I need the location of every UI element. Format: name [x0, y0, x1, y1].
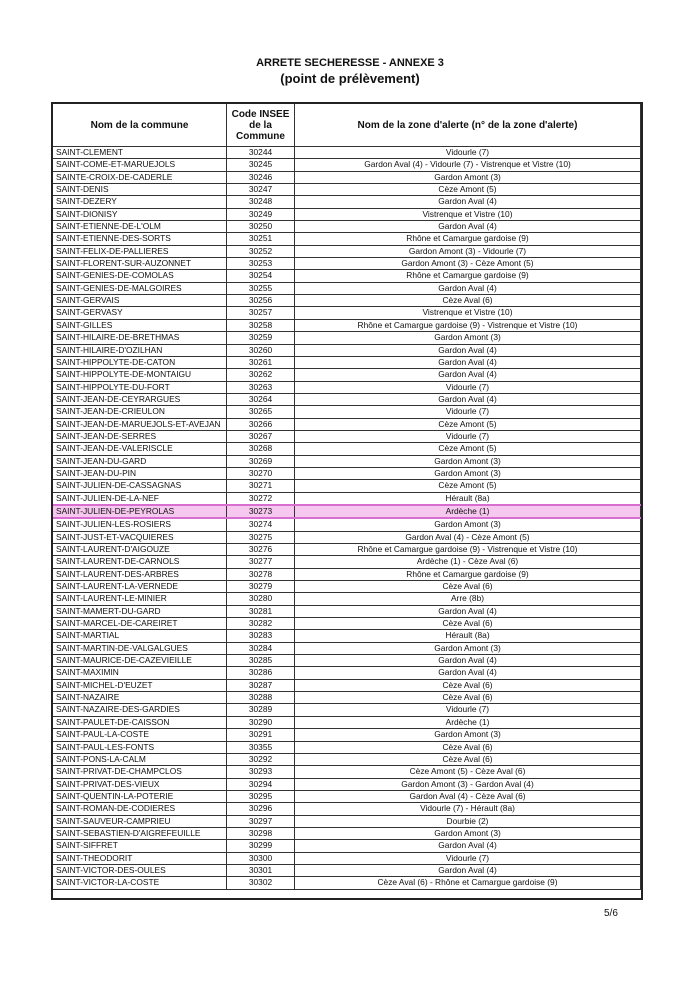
cell-commune: SAINT-LAURENT-LE-MINIER	[53, 593, 227, 605]
cell-code-insee: 30244	[227, 147, 295, 159]
cell-commune: SAINT-GENIES-DE-MALGOIRES	[53, 282, 227, 294]
table-row	[53, 655, 641, 667]
cell-code-insee: 30295	[227, 790, 295, 802]
cell-code-insee: 30297	[227, 815, 295, 827]
cell-commune: SAINT-HIPPOLYTE-DE-CATON	[53, 356, 227, 368]
cell-code-insee: 30288	[227, 692, 295, 704]
cell-code-insee: 30290	[227, 716, 295, 728]
cell-zone-alerte: Gardon Amont (3)	[295, 171, 641, 183]
cell-commune: SAINT-HIPPOLYTE-DE-MONTAIGU	[53, 369, 227, 381]
cell-code-insee: 30272	[227, 492, 295, 505]
table-row	[53, 147, 641, 159]
cell-code-insee: 30275	[227, 531, 295, 543]
table-row	[53, 467, 641, 479]
table-row	[53, 790, 641, 802]
cell-code-insee: 30252	[227, 245, 295, 257]
cell-code-insee: 30266	[227, 418, 295, 430]
cell-code-insee: 30302	[227, 877, 295, 889]
cell-commune: SAINT-NAZAIRE-DES-GARDIES	[53, 704, 227, 716]
cell-zone-alerte: Gardon Aval (4)	[295, 282, 641, 294]
cell-zone-alerte: Cèze Aval (6) - Rhône et Camargue gardoise (9)	[295, 877, 641, 889]
table-header-row	[53, 104, 641, 147]
table-row	[53, 531, 641, 543]
cell-code-insee: 30278	[227, 568, 295, 580]
cell-code-insee: 30259	[227, 332, 295, 344]
cell-code-insee: 30286	[227, 667, 295, 679]
table-row	[53, 729, 641, 741]
cell-commune: SAINT-MAURICE-DE-CAZEVIEILLE	[53, 655, 227, 667]
cell-commune: SAINT-LAURENT-DE-CARNOLS	[53, 556, 227, 568]
cell-zone-alerte: Gardon Amont (3) - Gardon Aval (4)	[295, 778, 641, 790]
table-row	[53, 258, 641, 270]
table-row	[53, 704, 641, 716]
cell-zone-alerte: Gardon Aval (4)	[295, 393, 641, 405]
cell-zone-alerte: Rhône et Camargue gardoise (9)	[295, 233, 641, 245]
cell-commune: SAINT-JEAN-DU-PIN	[53, 467, 227, 479]
cell-commune: SAINT-FELIX-DE-PALLIERES	[53, 245, 227, 257]
cell-code-insee: 30277	[227, 556, 295, 568]
table-row	[53, 356, 641, 368]
cell-commune: SAINT-QUENTIN-LA-POTERIE	[53, 790, 227, 802]
cell-zone-alerte: Gardon Amont (3) - Cèze Amont (5)	[295, 258, 641, 270]
cell-code-insee: 30279	[227, 581, 295, 593]
cell-commune: SAINT-JEAN-DE-SERRES	[53, 430, 227, 442]
cell-code-insee: 30264	[227, 393, 295, 405]
cell-zone-alerte: Dourbie (2)	[295, 815, 641, 827]
cell-zone-alerte: Cèze Amont (5) - Cèze Aval (6)	[295, 766, 641, 778]
cell-commune: SAINT-SEBASTIEN-D'AIGREFEUILLE	[53, 827, 227, 839]
cell-zone-alerte: Gardon Aval (4)	[295, 864, 641, 876]
cell-code-insee: 30257	[227, 307, 295, 319]
table-row	[53, 556, 641, 568]
cell-commune: SAINT-ROMAN-DE-CODIERES	[53, 803, 227, 815]
table-row	[53, 369, 641, 381]
cell-code-insee: 30265	[227, 406, 295, 418]
cell-commune: SAINT-JEAN-DE-CRIEULON	[53, 406, 227, 418]
cell-zone-alerte: Gardon Amont (3)	[295, 332, 641, 344]
table-row	[53, 716, 641, 728]
cell-zone-alerte: Gardon Aval (4)	[295, 655, 641, 667]
table-row	[53, 282, 641, 294]
cell-zone-alerte: Vidourle (7)	[295, 406, 641, 418]
table-row	[53, 418, 641, 430]
cell-code-insee: 30245	[227, 159, 295, 171]
cell-zone-alerte: Gardon Aval (4) - Vidourle (7) - Vistrenque et Vistre (10)	[295, 159, 641, 171]
cell-code-insee: 30355	[227, 741, 295, 753]
cell-commune: SAINT-GERVASY	[53, 307, 227, 319]
table-row	[53, 208, 641, 220]
cell-zone-alerte: Gardon Aval (4)	[295, 667, 641, 679]
table-row	[53, 778, 641, 790]
cell-zone-alerte: Gardon Amont (3)	[295, 467, 641, 479]
cell-zone-alerte: Cèze Amont (5)	[295, 184, 641, 196]
cell-code-insee: 30300	[227, 852, 295, 864]
table-row	[53, 593, 641, 605]
cell-zone-alerte: Gardon Aval (4)	[295, 221, 641, 233]
cell-commune: SAINT-PAUL-LES-FONTS	[53, 741, 227, 753]
cell-zone-alerte: Cèze Aval (6)	[295, 618, 641, 630]
document-title: ARRETE SECHERESSE - ANNEXE 3	[256, 57, 444, 69]
cell-code-insee: 30289	[227, 704, 295, 716]
cell-code-insee: 30269	[227, 455, 295, 467]
cell-zone-alerte: Gardon Amont (3)	[295, 827, 641, 839]
cell-code-insee: 30298	[227, 827, 295, 839]
table-row	[53, 233, 641, 245]
table-row	[53, 430, 641, 442]
table-row	[53, 840, 641, 852]
cell-commune: SAINT-HIPPOLYTE-DU-FORT	[53, 381, 227, 393]
cell-code-insee: 30287	[227, 679, 295, 691]
cell-code-insee: 30256	[227, 295, 295, 307]
table-row	[53, 492, 641, 505]
cell-zone-alerte: Rhône et Camargue gardoise (9) - Vistrenque et Vistre (10)	[295, 319, 641, 331]
cell-zone-alerte: Vidourle (7)	[295, 704, 641, 716]
cell-zone-alerte: Rhône et Camargue gardoise (9)	[295, 270, 641, 282]
document-subtitle: (point de prélèvement)	[280, 71, 420, 86]
cell-zone-alerte: Gardon Aval (4)	[295, 344, 641, 356]
cell-commune: SAINT-LAURENT-D'AIGOUZE	[53, 544, 227, 556]
cell-commune: SAINT-MARTIN-DE-VALGALGUES	[53, 642, 227, 654]
cell-zone-alerte: Gardon Amont (3)	[295, 455, 641, 467]
table-row	[53, 852, 641, 864]
cell-code-insee: 30285	[227, 655, 295, 667]
cell-commune: SAINT-HILAIRE-D'OZILHAN	[53, 344, 227, 356]
cell-commune: SAINT-VICTOR-DES-OULES	[53, 864, 227, 876]
cell-code-insee: 30263	[227, 381, 295, 393]
cell-commune: SAINT-THEODORIT	[53, 852, 227, 864]
cell-commune: SAINT-ETIENNE-DES-SORTS	[53, 233, 227, 245]
table-row	[53, 159, 641, 171]
cell-code-insee: 30254	[227, 270, 295, 282]
table-row	[53, 630, 641, 642]
cell-zone-alerte: Gardon Amont (3) - Vidourle (7)	[295, 245, 641, 257]
cell-code-insee: 30280	[227, 593, 295, 605]
table-row	[53, 480, 641, 492]
cell-code-insee: 30294	[227, 778, 295, 790]
cell-zone-alerte: Gardon Aval (4)	[295, 356, 641, 368]
table-row	[53, 307, 641, 319]
table-row	[53, 679, 641, 691]
cell-code-insee: 30261	[227, 356, 295, 368]
cell-zone-alerte: Cèze Amont (5)	[295, 480, 641, 492]
table-row	[53, 544, 641, 556]
cell-zone-alerte: Gardon Aval (4)	[295, 840, 641, 852]
cell-commune: SAINT-VICTOR-LA-COSTE	[53, 877, 227, 889]
table-row	[53, 692, 641, 704]
cell-commune: SAINT-GERVAIS	[53, 295, 227, 307]
header-code-insee: Code INSEE de la Commune	[227, 104, 295, 147]
table-row	[53, 406, 641, 418]
cell-commune: SAINT-JEAN-DE-MARUEJOLS-ET-AVEJAN	[53, 418, 227, 430]
table-row	[53, 766, 641, 778]
cell-code-insee: 30270	[227, 467, 295, 479]
cell-commune: SAINT-JUST-ET-VACQUIERES	[53, 531, 227, 543]
cell-zone-alerte: Gardon Amont (3)	[295, 729, 641, 741]
cell-code-insee: 30301	[227, 864, 295, 876]
cell-commune: SAINT-DEZERY	[53, 196, 227, 208]
table-row	[53, 344, 641, 356]
cell-commune: SAINT-PRIVAT-DES-VIEUX	[53, 778, 227, 790]
cell-code-insee: 30262	[227, 369, 295, 381]
cell-code-insee: 30283	[227, 630, 295, 642]
cell-code-insee: 30281	[227, 605, 295, 617]
cell-zone-alerte: Cèze Aval (6)	[295, 692, 641, 704]
cell-code-insee: 30284	[227, 642, 295, 654]
cell-code-insee: 30291	[227, 729, 295, 741]
cell-commune: SAINT-JEAN-DU-GARD	[53, 455, 227, 467]
cell-zone-alerte: Vidourle (7)	[295, 852, 641, 864]
table-row	[53, 171, 641, 183]
cell-code-insee: 30282	[227, 618, 295, 630]
cell-commune: SAINT-SIFFRET	[53, 840, 227, 852]
cell-code-insee: 30255	[227, 282, 295, 294]
cell-code-insee: 30274	[227, 518, 295, 531]
table-row	[53, 196, 641, 208]
cell-code-insee: 30251	[227, 233, 295, 245]
cell-code-insee: 30296	[227, 803, 295, 815]
cell-commune: SAINT-JULIEN-DE-CASSAGNAS	[53, 480, 227, 492]
table-row	[53, 221, 641, 233]
cell-code-insee: 30248	[227, 196, 295, 208]
table-row	[53, 815, 641, 827]
cell-commune: SAINT-FLORENT-SUR-AUZONNET	[53, 258, 227, 270]
cell-commune: SAINT-JULIEN-DE-LA-NEF	[53, 492, 227, 505]
cell-commune: SAINT-MAMERT-DU-GARD	[53, 605, 227, 617]
cell-commune: SAINT-HILAIRE-DE-BRETHMAS	[53, 332, 227, 344]
cell-commune: SAINT-JULIEN-LES-ROSIERS	[53, 518, 227, 531]
table-row	[53, 518, 641, 531]
table-row	[53, 270, 641, 282]
cell-code-insee: 30271	[227, 480, 295, 492]
table-row	[53, 667, 641, 679]
table-row	[53, 245, 641, 257]
cell-zone-alerte: Cèze Amont (5)	[295, 443, 641, 455]
table-row	[53, 295, 641, 307]
table-row	[53, 605, 641, 617]
cell-zone-alerte: Cèze Aval (6)	[295, 295, 641, 307]
cell-zone-alerte: Vidourle (7) - Hérault (8a)	[295, 803, 641, 815]
cell-zone-alerte: Gardon Aval (4)	[295, 369, 641, 381]
cell-commune: SAINT-NAZAIRE	[53, 692, 227, 704]
cell-zone-alerte: Cèze Aval (6)	[295, 581, 641, 593]
cell-zone-alerte: Vistrenque et Vistre (10)	[295, 307, 641, 319]
cell-commune: SAINT-JEAN-DE-VALERISCLE	[53, 443, 227, 455]
cell-code-insee: 30299	[227, 840, 295, 852]
cell-code-insee: 30267	[227, 430, 295, 442]
cell-commune: SAINT-GILLES	[53, 319, 227, 331]
table-row	[53, 381, 641, 393]
cell-zone-alerte: Rhône et Camargue gardoise (9)	[295, 568, 641, 580]
cell-commune: SAINT-MICHEL-D'EUZET	[53, 679, 227, 691]
cell-zone-alerte: Hérault (8a)	[295, 630, 641, 642]
cell-commune: SAINT-LAURENT-DES-ARBRES	[53, 568, 227, 580]
cell-commune: SAINT-MARTIAL	[53, 630, 227, 642]
table-row	[53, 803, 641, 815]
table-row	[53, 443, 641, 455]
cell-commune: SAINT-COME-ET-MARUEJOLS	[53, 159, 227, 171]
table-row	[53, 642, 641, 654]
cell-zone-alerte: Ardèche (1)	[295, 716, 641, 728]
header-commune: Nom de la commune	[53, 104, 227, 147]
table-row	[53, 827, 641, 839]
header-zone-alerte: Nom de la zone d'alerte (n° de la zone d'alerte)	[295, 104, 641, 147]
table-row	[53, 877, 641, 889]
cell-zone-alerte: Gardon Aval (4) - Cèze Aval (6)	[295, 790, 641, 802]
cell-commune: SAINT-DIONISY	[53, 208, 227, 220]
cell-zone-alerte: Cèze Aval (6)	[295, 753, 641, 765]
cell-zone-alerte: Vidourle (7)	[295, 430, 641, 442]
cell-code-insee: 30249	[227, 208, 295, 220]
cell-code-insee: 30292	[227, 753, 295, 765]
table-row	[53, 741, 641, 753]
cell-commune: SAINT-MAXIMIN	[53, 667, 227, 679]
cell-code-insee: 30250	[227, 221, 295, 233]
cell-commune: SAINT-ETIENNE-DE-L'OLM	[53, 221, 227, 233]
cell-zone-alerte: Cèze Amont (5)	[295, 418, 641, 430]
cell-zone-alerte: Gardon Amont (3)	[295, 518, 641, 531]
table-row	[53, 455, 641, 467]
cell-code-insee: 30260	[227, 344, 295, 356]
cell-zone-alerte: Vidourle (7)	[295, 381, 641, 393]
cell-commune: SAINT-SAUVEUR-CAMPRIEU	[53, 815, 227, 827]
table-row	[53, 393, 641, 405]
cell-zone-alerte: Cèze Aval (6)	[295, 679, 641, 691]
cell-code-insee: 30273	[227, 505, 295, 518]
cell-commune: SAINT-PONS-LA-CALM	[53, 753, 227, 765]
cell-zone-alerte: Vistrenque et Vistre (10)	[295, 208, 641, 220]
page-number: 5/6	[604, 908, 618, 919]
cell-commune: SAINT-JEAN-DE-CEYRARGUES	[53, 393, 227, 405]
table-row	[53, 184, 641, 196]
cell-code-insee: 30293	[227, 766, 295, 778]
cell-code-insee: 30247	[227, 184, 295, 196]
cell-zone-alerte: Ardèche (1) - Cèze Aval (6)	[295, 556, 641, 568]
cell-zone-alerte: Gardon Aval (4)	[295, 605, 641, 617]
table-row	[53, 618, 641, 630]
cell-commune: SAINT-JULIEN-DE-PEYROLAS	[53, 505, 227, 518]
cell-commune: SAINT-PAUL-LA-COSTE	[53, 729, 227, 741]
cell-zone-alerte: Gardon Amont (3)	[295, 642, 641, 654]
cell-code-insee: 30268	[227, 443, 295, 455]
cell-commune: SAINT-DENIS	[53, 184, 227, 196]
cell-code-insee: 30258	[227, 319, 295, 331]
cell-commune: SAINTE-CROIX-DE-CADERLE	[53, 171, 227, 183]
cell-commune: SAINT-MARCEL-DE-CAREIRET	[53, 618, 227, 630]
table-row	[53, 568, 641, 580]
cell-zone-alerte: Rhône et Camargue gardoise (9) - Vistrenque et Vistre (10)	[295, 544, 641, 556]
cell-commune: SAINT-GENIES-DE-COMOLAS	[53, 270, 227, 282]
table-body	[53, 147, 641, 890]
cell-zone-alerte: Arre (8b)	[295, 593, 641, 605]
table-row	[53, 319, 641, 331]
cell-code-insee: 30253	[227, 258, 295, 270]
cell-zone-alerte: Vidourle (7)	[295, 147, 641, 159]
cell-zone-alerte: Gardon Aval (4) - Cèze Amont (5)	[295, 531, 641, 543]
cell-zone-alerte: Ardèche (1)	[295, 505, 641, 518]
cell-commune: SAINT-PRIVAT-DE-CHAMPCLOS	[53, 766, 227, 778]
cell-commune: SAINT-PAULET-DE-CAISSON	[53, 716, 227, 728]
cell-zone-alerte: Hérault (8a)	[295, 492, 641, 505]
cell-code-insee: 30246	[227, 171, 295, 183]
cell-zone-alerte: Cèze Aval (6)	[295, 741, 641, 753]
table-row	[53, 505, 641, 518]
cell-zone-alerte: Gardon Aval (4)	[295, 196, 641, 208]
cell-commune: SAINT-CLEMENT	[53, 147, 227, 159]
cell-commune: SAINT-LAURENT-LA-VERNEDE	[53, 581, 227, 593]
table-row	[53, 864, 641, 876]
communes-table	[52, 103, 641, 890]
table-row	[53, 332, 641, 344]
table-row	[53, 581, 641, 593]
table-row	[53, 753, 641, 765]
cell-code-insee: 30276	[227, 544, 295, 556]
